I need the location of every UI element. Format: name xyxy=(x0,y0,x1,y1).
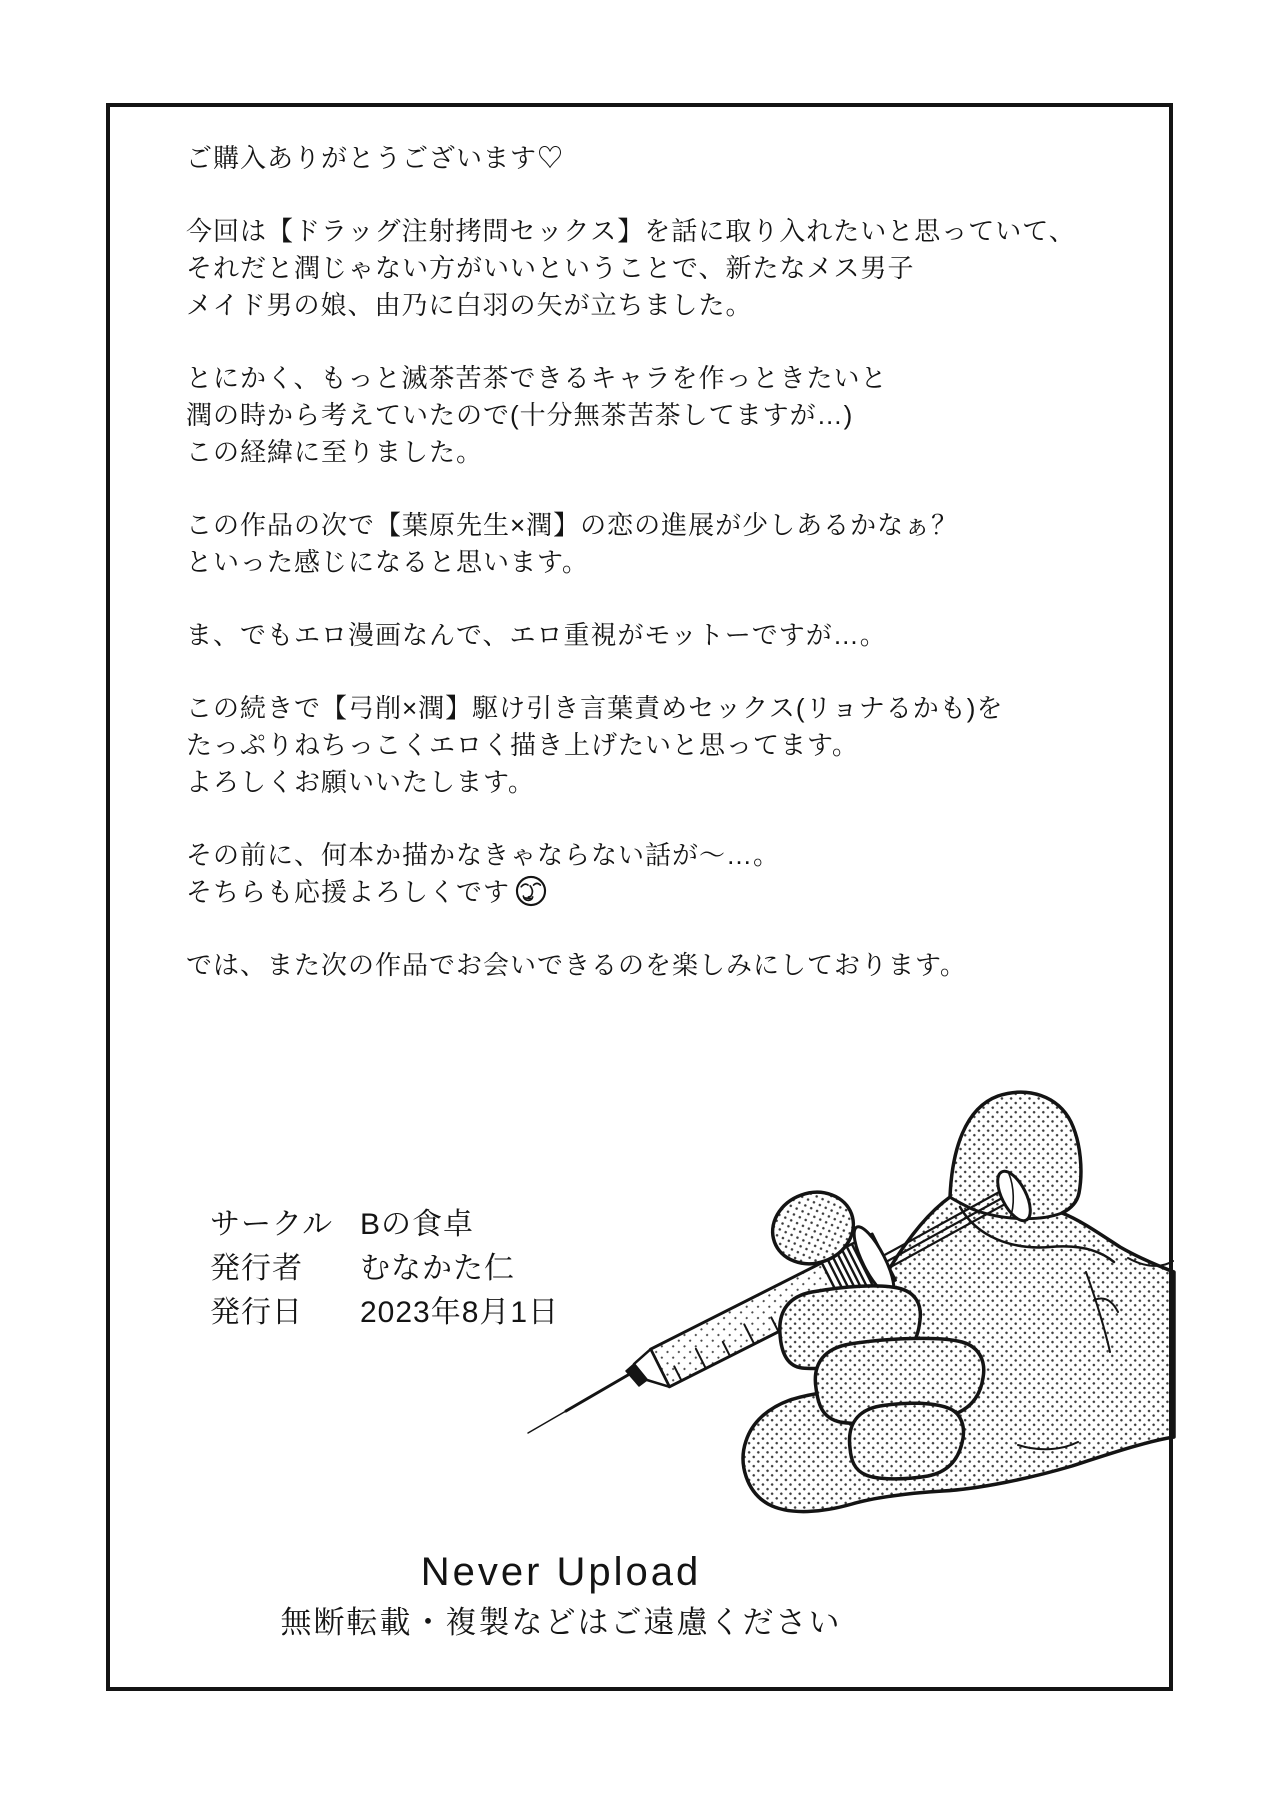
text-line: よろしくお願いいたします。 xyxy=(186,767,535,797)
colophon-value: むなかた仁 xyxy=(360,1252,515,1285)
afterword-text xyxy=(186,140,1106,1020)
afterword-paragraph xyxy=(186,507,1106,581)
afterword-paragraph xyxy=(186,140,1106,177)
text-line: その前に、何本か描かなきゃならない話が～…。 xyxy=(186,840,781,870)
text-line: 今回は【ドラッグ注射拷問セックス】を話に取り入れたいと思っていて、 xyxy=(186,216,1076,246)
text-line: たっぷりねちっこくエロく描き上げたいと思ってます。 xyxy=(186,730,859,760)
text-line: ご購入ありがとうございます♡ xyxy=(186,143,565,173)
colophon-label: 発行日 xyxy=(210,1296,303,1329)
colophon xyxy=(210,1203,559,1335)
colophon-row xyxy=(210,1291,559,1335)
text-line: とにかく、もっと滅茶苦茶できるキャラを作っときたいと xyxy=(186,363,888,393)
text-line: といった感じになると思います。 xyxy=(186,547,589,577)
never-upload-text: Never Upload xyxy=(420,1550,702,1594)
colophon-row xyxy=(210,1203,559,1247)
colophon-label: 発行者 xyxy=(210,1252,303,1285)
afterword-paragraph xyxy=(186,837,1106,911)
footer-notice xyxy=(116,1548,1006,1650)
colophon-value: Bの食卓 xyxy=(360,1208,475,1241)
text-line: メイド男の娘、由乃に白羽の矢が立ちました。 xyxy=(186,290,753,320)
afterword-paragraph xyxy=(186,617,1106,654)
text-line: 潤の時から考えていたので(十分無茶苦茶してますが…) xyxy=(186,400,854,430)
text-line: では、また次の作品でお会いできるのを楽しみにしております。 xyxy=(186,950,967,980)
text-line: ま、でもエロ漫画なんで、エロ重視がモットーですが…。 xyxy=(186,620,887,650)
text-line: そちらも応援よろしくです xyxy=(186,877,511,907)
afterword-paragraph xyxy=(186,690,1106,801)
no-reupload-text: 無断転載・複製などはご遠慮ください xyxy=(280,1605,842,1640)
colophon-row xyxy=(210,1247,559,1291)
text-line: それだと潤じゃない方がいいということで、新たなメス男子 xyxy=(186,253,915,283)
colophon-value: 2023年8月1日 xyxy=(360,1296,560,1329)
afterword-paragraph xyxy=(186,360,1106,471)
grinning-face-icon xyxy=(514,874,548,908)
text-line: この経緯に至りました。 xyxy=(186,437,484,467)
colophon-label: サークル xyxy=(210,1208,334,1241)
afterword-paragraph xyxy=(186,213,1106,324)
text-line: この続きで【弓削×潤】駆け引き言葉責めセックス(リョナるかも)を xyxy=(186,693,1004,723)
afterword-paragraph xyxy=(186,947,1106,984)
text-line: この作品の次で【葉原先生×潤】の恋の進展が少しあるかなぁ？ xyxy=(186,510,959,540)
